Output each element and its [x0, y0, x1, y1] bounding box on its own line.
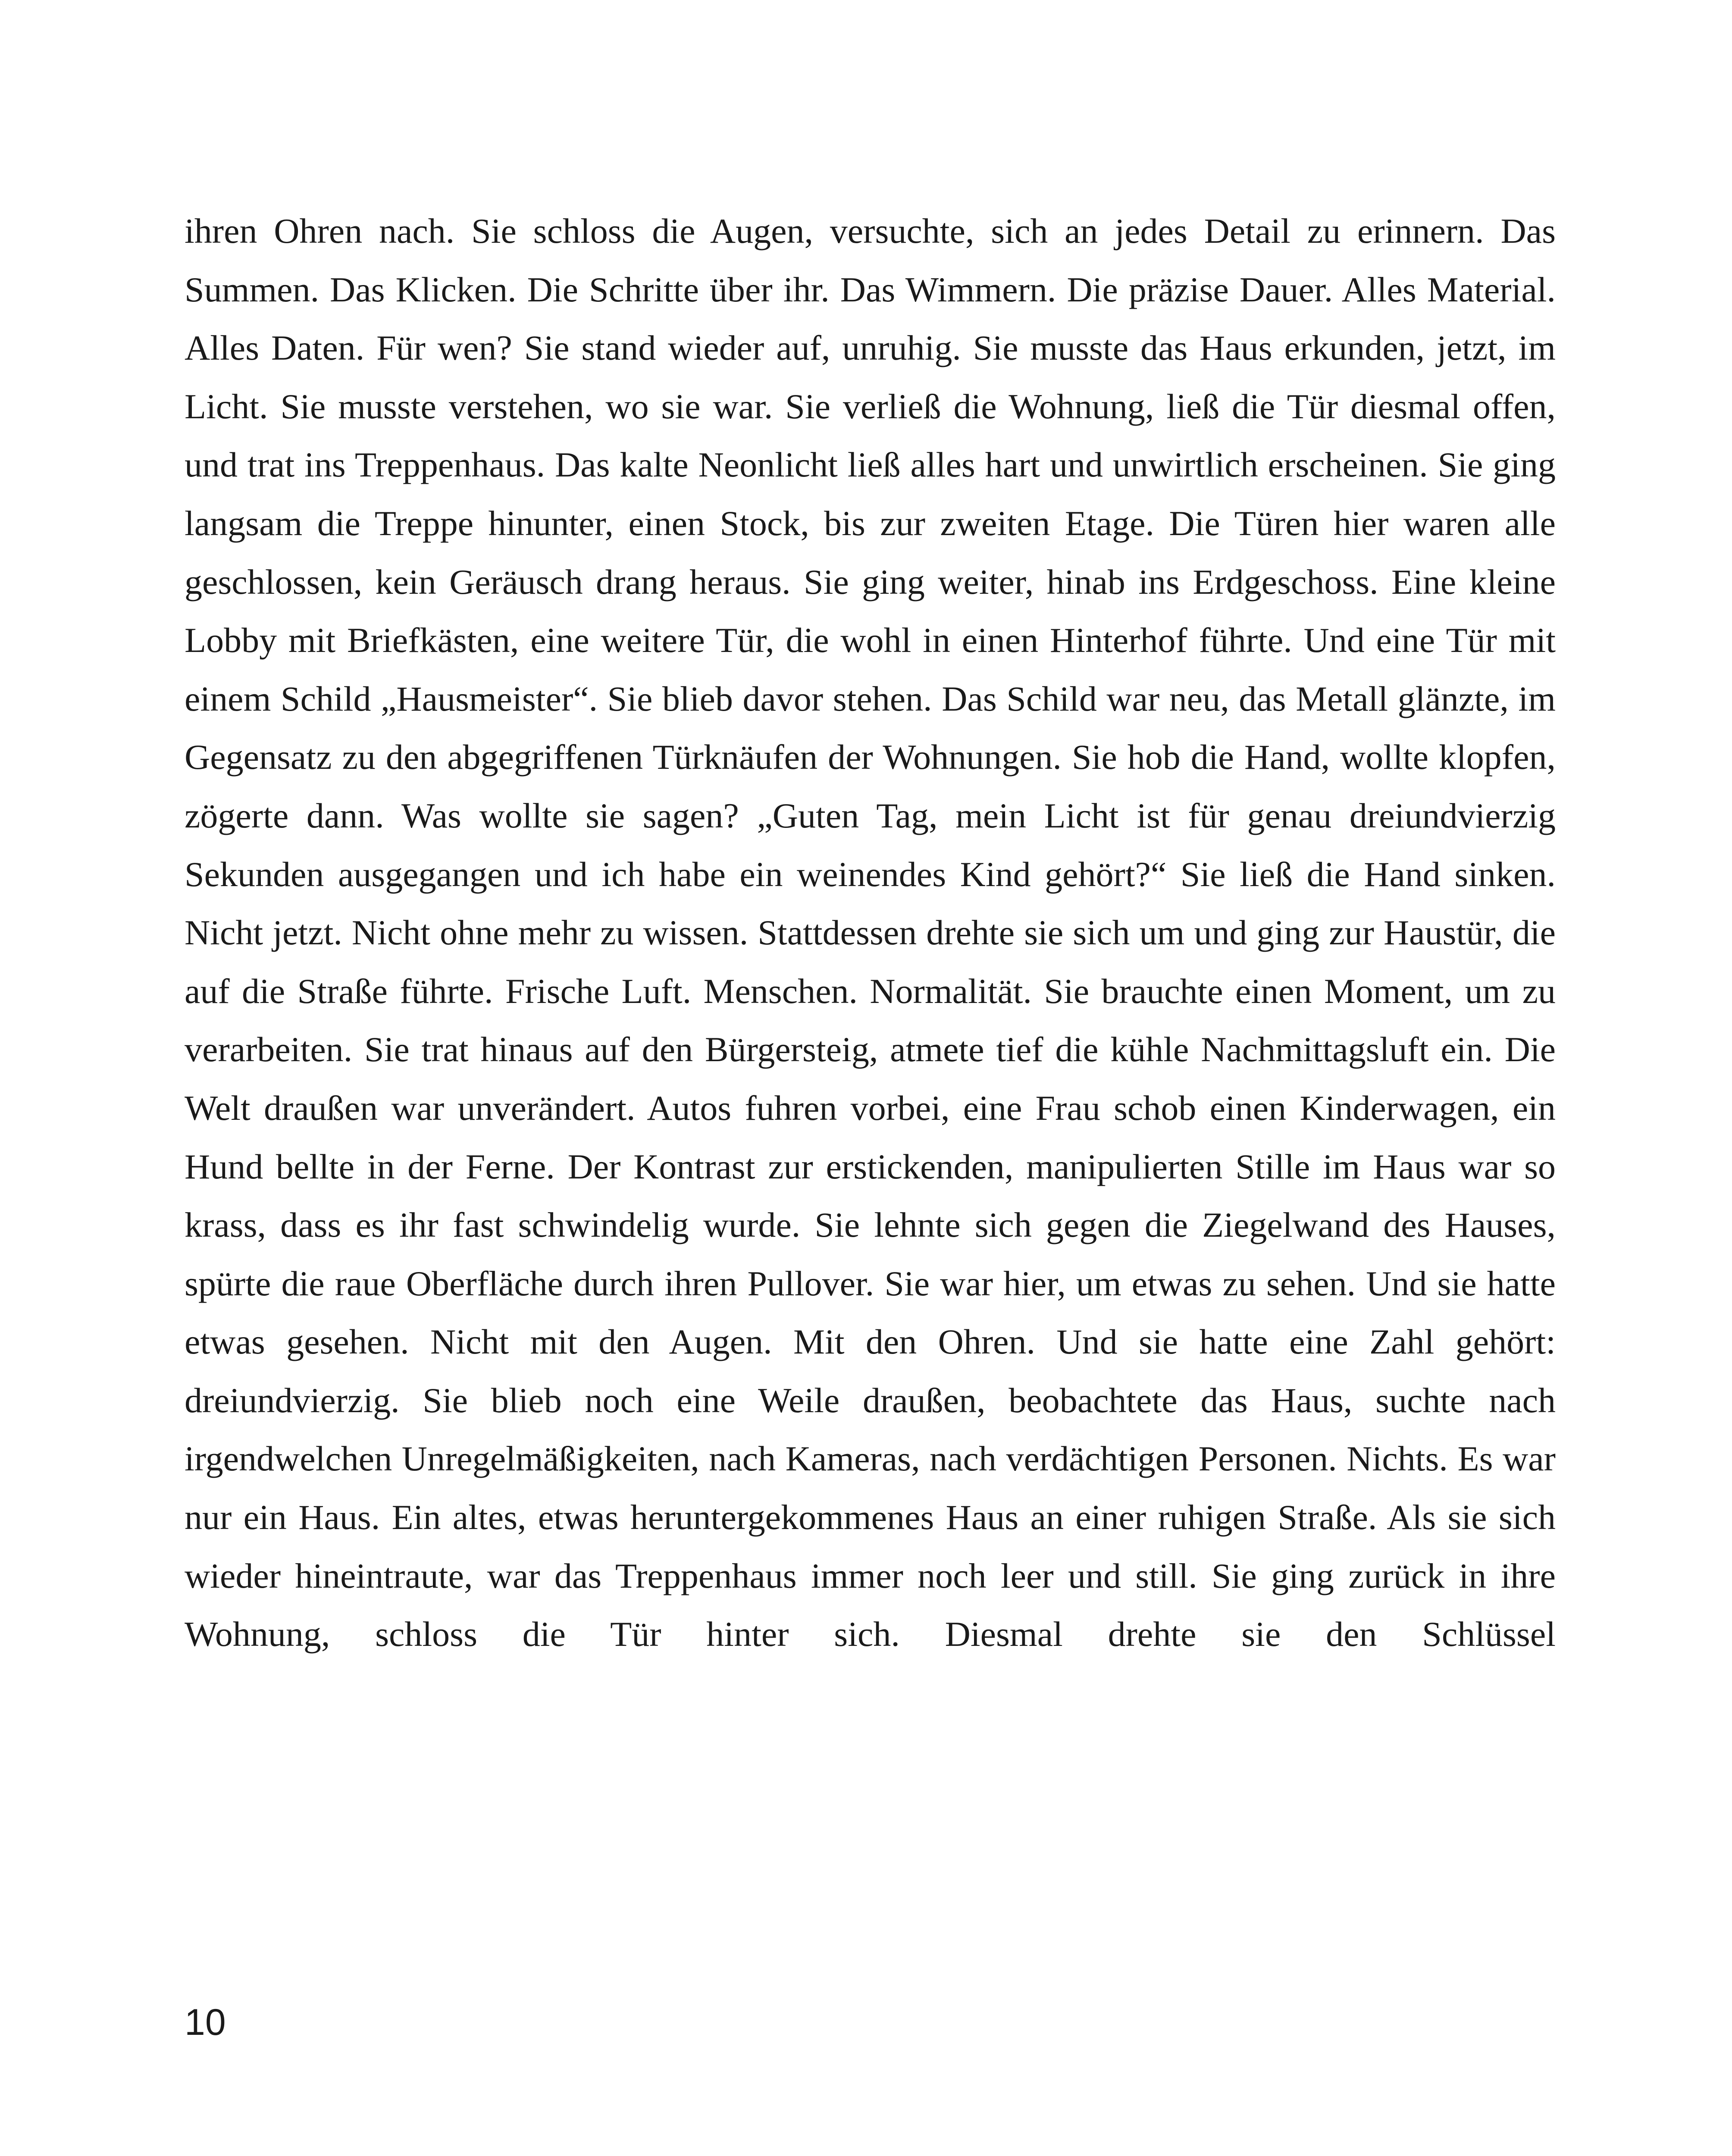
page-number: 10: [185, 2002, 226, 2043]
body-paragraph: ihren Ohren nach. Sie schloss die Augen, versuchte, sich an jedes Detail zu erinnern. Das Summen. Das Klicken. Die Schritte über ihr. Das Wimmern. Die präzise Dauer. Alles Material. Alles Daten. Für wen? Sie stand wieder auf, unruhig. Sie musste das Haus erkunden, jetzt, im Licht. Sie musste verstehen, wo sie war. Sie verließ die Wohnung, ließ die Tür diesmal offen, und trat ins Treppenhaus. Das kalte Neonlicht ließ alles hart und unwirtlich erscheinen. Sie ging langsam die Treppe hinunter, einen Stock, bis zur zweiten Etage. Die Türen hier waren alle geschlossen, kein Geräusch drang heraus. Sie ging weiter, hinab ins Erdgeschoss. Eine kleine Lobby mit Briefkästen, eine weitere Tür, die wohl in einen Hinterhof führte. Und eine Tür mit einem Schild „Hausmeister“. Sie blieb davor stehen. Das Schild war neu, das Metall glänzte, im Gegensatz zu den abgegriffenen Türknäufen der Wohnungen. Sie hob die Hand, wollte klopfen, zögerte dann. Was wollte sie sagen? „Guten Tag, mein Licht ist für genau dreiundvierzig Sekunden ausgegangen und ich habe ein weinendes Kind gehört?“ Sie ließ die Hand sinken. Nicht jetzt. Nicht ohne mehr zu wissen. Stattdessen drehte sie sich um und ging zur Haustür, die auf die Straße führte. Frische Luft. Menschen. Normalität. Sie brauchte einen Moment, um zu verarbeiten. Sie trat hinaus auf den Bürgersteig, atmete tief die kühle Nachmittagsluft ein. Die Welt draußen war unverändert. Autos fuhren vorbei, eine Frau schob einen Kinderwagen, ein Hund bellte in der Ferne. Der Kontrast zur erstickenden, manipulierten Stille im Haus war so krass, dass es ihr fast schwindelig wurde. Sie lehnte sich gegen die Ziegelwand des Hauses, spürte die raue Oberfläche durch ihren Pullover. Sie war hier, um etwas zu sehen. Und sie hatte etwas gesehen. Nicht mit den Augen. Mit den Ohren. Und sie hatte eine Zahl gehört: dreiundvierzig. Sie blieb noch eine Weile draußen, beobachtete das Haus, suchte nach irgendwelchen Unregelmäßigkeiten, nach Kameras, nach verdächtigen Personen. Nichts. Es war nur ein Haus. Ein altes, etwas heruntergekommenes Haus an einer ruhigen Straße. Als sie sich wieder hineintraute, war das Treppenhaus immer noch leer und still. Sie ging zurück in ihre Wohnung, schloss die Tür hinter sich. Diesmal drehte sie den Schlüssel: [185, 211, 1556, 1654]
